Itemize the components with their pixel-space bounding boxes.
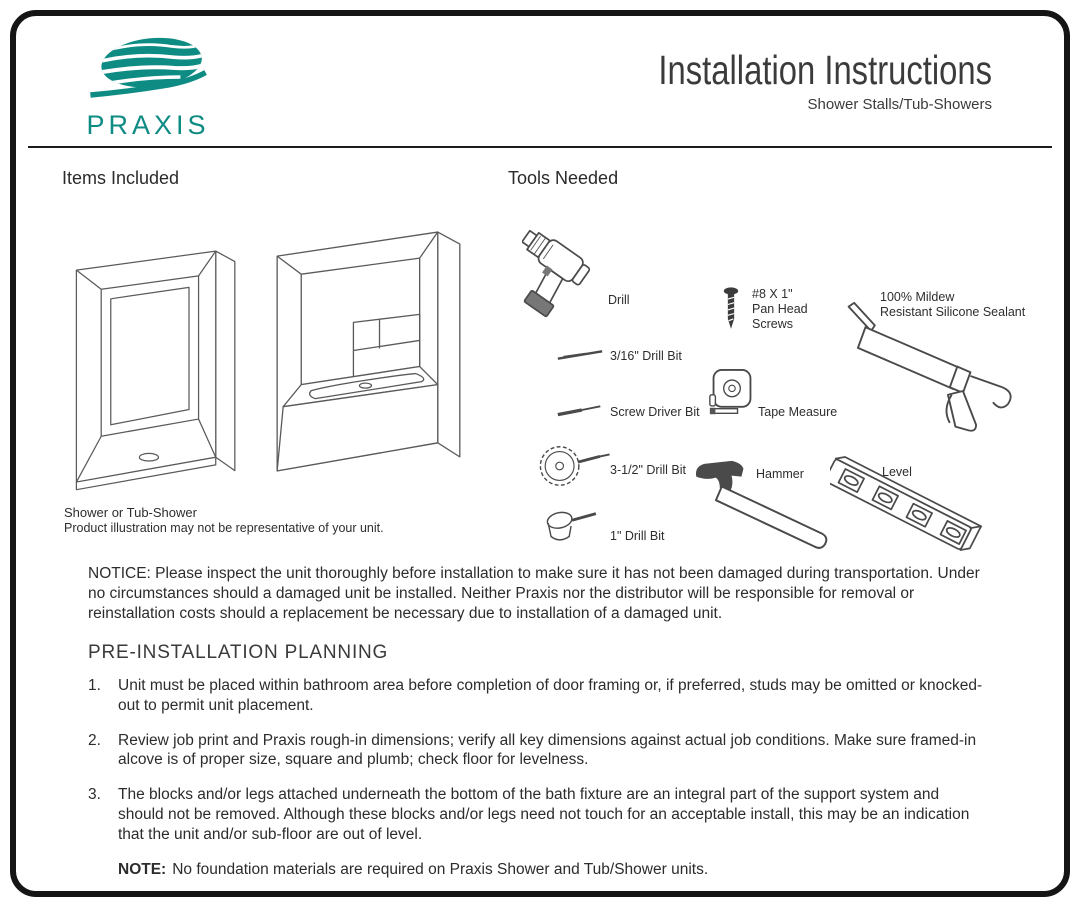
one-inch-bit-icon bbox=[542, 505, 604, 547]
notice-paragraph: NOTICE: Please inspect the unit thoroughly before installation to make sure it has not been damaged during transportation. Under no circumstances should a damaged unit be installed. Neither Praxis nor the distributor will be responsible for removal or reinstallation costs should a replacement be necessary due to installation of a damaged unit. bbox=[88, 565, 980, 623]
illustration-caption: Shower or Tub-Shower bbox=[64, 505, 197, 520]
item-text: Review job print and Praxis rough-in dimensions; verify all key dimensions against actual job conditions. Make sure framed-in alcove is of proper size, square and plumb; check floor for levelness. bbox=[118, 731, 977, 769]
drill-icon bbox=[522, 210, 607, 330]
item-number: 1. bbox=[88, 677, 101, 694]
document-subtitle: Shower Stalls/Tub-Showers bbox=[807, 96, 992, 113]
caulk-gun-icon bbox=[842, 301, 1022, 451]
drill-label: Drill bbox=[608, 293, 630, 307]
screws-label-line3: Screws bbox=[752, 316, 793, 331]
tools-panel bbox=[500, 205, 1060, 590]
sealant-label-line1: 100% Mildew bbox=[880, 290, 955, 304]
document-title: Installation Instructions bbox=[658, 47, 992, 93]
planning-list bbox=[88, 676, 986, 880]
hole-saw-label: 3-1/2" Drill Bit bbox=[610, 463, 686, 477]
shower-stall-illustration bbox=[60, 232, 256, 504]
one-inch-bit-label: 1" Drill Bit bbox=[610, 529, 665, 543]
item-text: The blocks and/or legs attached underneath the bottom of the bath fixture are an integral part of the support system and should not be removed. Although these blocks and/or legs need not touch for an acceptable install, this may be an indication that the unit and/or sub-floor are out of level. bbox=[118, 786, 970, 843]
hole-saw-icon bbox=[536, 441, 614, 491]
item-number: 3. bbox=[88, 786, 101, 804]
title-block bbox=[575, 47, 992, 113]
tub-shower-illustration bbox=[266, 218, 484, 494]
header-divider bbox=[28, 146, 1052, 148]
screwdriver-bit-icon bbox=[556, 401, 604, 419]
note-text: No foundation materials are required on Praxis Shower and Tub/Shower units. bbox=[172, 860, 709, 878]
tape-measure-icon bbox=[708, 367, 756, 419]
screws-label bbox=[752, 287, 808, 331]
items-included-heading: Items Included bbox=[62, 168, 180, 188]
hammer-label: Hammer bbox=[756, 467, 804, 481]
note-line bbox=[118, 860, 986, 880]
level-label: Level bbox=[882, 465, 912, 479]
screw-icon bbox=[722, 285, 740, 333]
drill-bit-316-icon bbox=[556, 347, 604, 363]
item-text: Unit must be placed within bathroom area before completion of door framing or, if preferred, studs may be omitted or knocked-out to permit unit placement. bbox=[118, 677, 983, 714]
item-number: 2. bbox=[88, 731, 101, 749]
brand-name: PRAXIS bbox=[86, 110, 210, 140]
praxis-swirl-icon bbox=[82, 32, 214, 104]
screwdriver-bit-label: Screw Driver Bit bbox=[610, 405, 700, 419]
illustration-caption-note: Product illustration may not be representative of your unit. bbox=[64, 521, 384, 535]
note-label: NOTE: bbox=[118, 860, 167, 878]
screws-label-line1: #8 X 1" bbox=[752, 287, 793, 301]
sealant-label-line2: Resistant Silicone Sealant bbox=[880, 304, 1026, 319]
drill-bit-316-label: 3/16" Drill Bit bbox=[610, 349, 682, 363]
list-item bbox=[88, 731, 986, 771]
sealant-label bbox=[880, 290, 1025, 320]
tools-needed-heading: Tools Needed bbox=[508, 168, 619, 188]
pre-installation-heading: PRE-INSTALLATION PLANNING bbox=[88, 642, 389, 663]
level-icon bbox=[830, 453, 998, 577]
list-item bbox=[88, 785, 986, 844]
list-item bbox=[88, 676, 986, 716]
praxis-logo bbox=[78, 32, 218, 141]
product-illustrations bbox=[60, 218, 492, 510]
screws-label-line2: Pan Head bbox=[752, 301, 808, 316]
tape-measure-label: Tape Measure bbox=[758, 405, 838, 419]
